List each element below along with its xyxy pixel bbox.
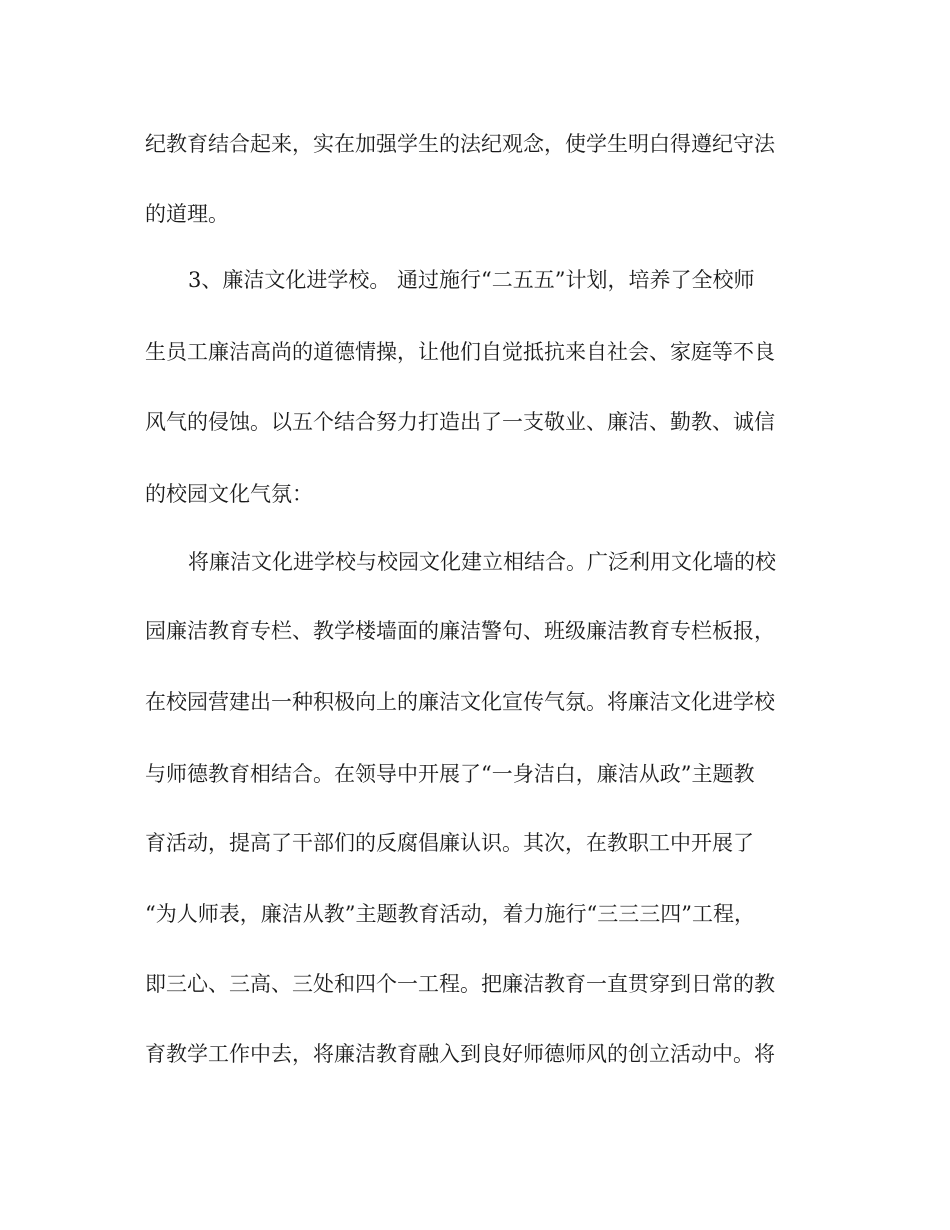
- text-line: 在校园营建出一种积极向上的廉洁文化宣传气氛。将廉洁文化进学校: [145, 690, 775, 714]
- text-line: 的校园文化气氛：: [145, 482, 313, 506]
- text-line: 风气的侵蚀。以五个结合努力打造出了一支敬业、廉洁、勤教、诚信: [145, 410, 775, 434]
- text-line: 育教学工作中去，将廉洁教育融入到良好师德师风的创立活动中。将: [145, 1042, 775, 1066]
- text-line: 即三心、三高、三处和四个一工程。把廉洁教育一直贯穿到日常的教: [145, 972, 775, 996]
- paragraph-start-line: 3、廉洁文化进学校。 通过施行“二五五”计划，培养了全校师: [188, 268, 755, 292]
- text-line: 生员工廉洁高尚的道德情操，让他们自觉抵抗来自社会、家庭等不良: [145, 340, 775, 364]
- text-line: “为人师表，廉洁从教”主题教育活动，着力施行“三三三四”工程，: [145, 902, 755, 926]
- text-line: 育活动，提高了干部们的反腐倡廉认识。其次，在教职工中开展了: [145, 831, 754, 855]
- text-line: 的道理。: [145, 202, 229, 226]
- text-line: 园廉洁教育专栏、教学楼墙面的廉洁警句、班级廉洁教育专栏板报，: [145, 619, 775, 643]
- text-line: 纪教育结合起来，实在加强学生的法纪观念，使学生明白得遵纪守法: [145, 132, 775, 156]
- text-line: 与师德教育相结合。在领导中开展了“一身洁白，廉洁从政”主题教: [145, 762, 755, 786]
- paragraph-start-line: 将廉洁文化进学校与校园文化建立相结合。广泛利用文化墙的校: [188, 550, 776, 574]
